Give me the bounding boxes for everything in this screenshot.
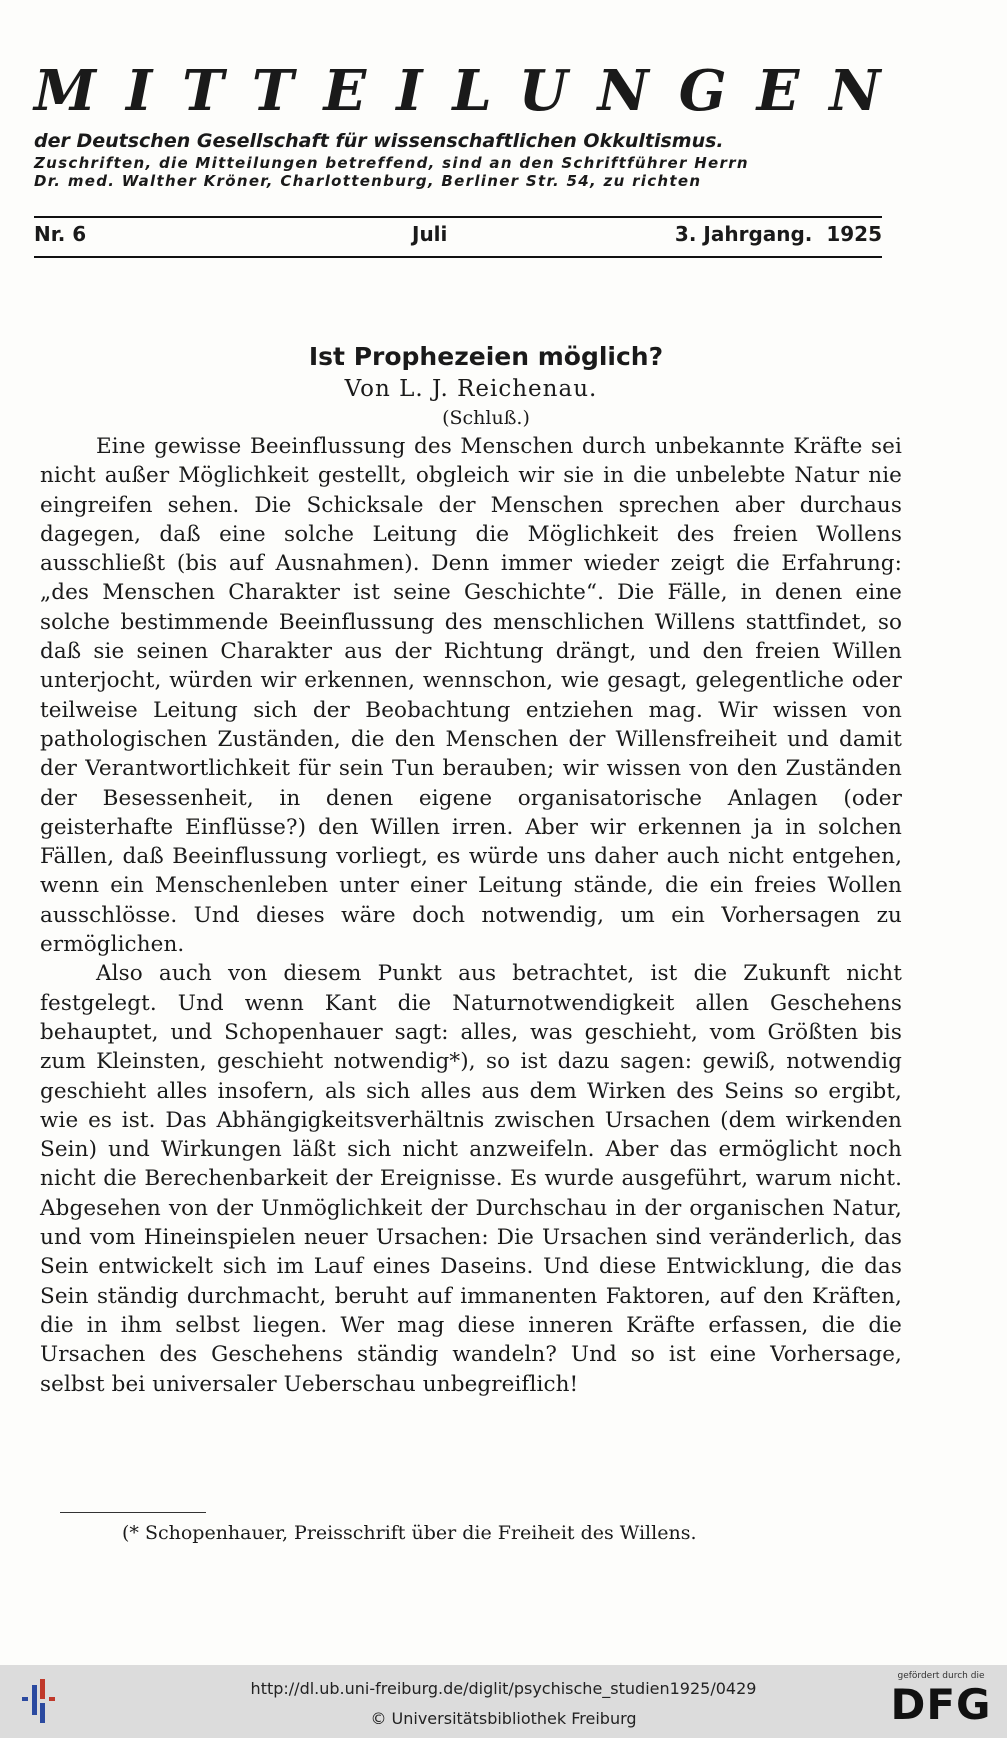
masthead-rule-top — [34, 216, 882, 218]
issue-info — [34, 220, 882, 252]
article-author: Von L. J. Reichenau. — [344, 376, 598, 402]
footnote: (* Schopenhauer, Preisschrift über die Freiheit des Willens. — [122, 1522, 697, 1544]
masthead — [34, 58, 911, 190]
dfg-caption: gefördert durch die — [897, 1671, 985, 1681]
footnote-rule — [60, 1512, 206, 1513]
address-line-1: Zuschriften, die Mitteilungen betreffend, sind an den Schriftführer Herrn — [34, 154, 749, 172]
issue-month: Juli — [412, 222, 448, 246]
article-continuation: (Schluß.) — [442, 407, 530, 429]
article — [40, 340, 902, 1399]
article-paragraph: Eine gewisse Beeinflussung des Menschen durch unbekannte Kräfte sei nicht außer Möglichkeit gestellt, obgleich wir sie in die unbelebte Natur nie eingreifen sehen. Die Schicksale der Menschen sprechen aber durchaus dagegen, daß eine solche Leitung die Möglichkeit des freien Wollens ausschließt (bis auf Ausnahmen). Denn immer wieder zeigt die Erfahrung: „des Menschen Charakter ist seine Geschichte“. Die Fälle, in denen eine solche bestimmende Beeinflussung des menschlichen Willens stattfindet, so daß sie seinen Charakter aus der Richtung drängt, und den freien Willen unterjocht, würden wir erkennen, wennschon, wie gesagt, gelegentliche oder teilweise Leitung sich der Beobachtung entziehen mag. Wir wissen von pathologischen Zuständen, die den Menschen der Willensfreiheit und damit der Verantwortlichkeit für sein Tun berauben; wir wissen von den Zuständen der Besessenheit, in denen eigene organisatorische Anlagen (oder geisterhafte Einflüsse?) den Willen irren. Aber wir erkennen ja in solchen Fällen, daß Beeinflussung vorliegt, es würde uns daher auch nicht entgehen, wenn ein Menschenleben unter einer Leitung stände, die ein freies Wollen ausschlösse. Und dieses wäre doch notwendig, um ein Vorhersagen zu ermöglichen. — [40, 434, 902, 958]
journal-title: MITTEILUNGEN — [34, 58, 911, 124]
journal-subtitle: der Deutschen Gesellschaft für wissenschaftlichen Okkultismus. — [34, 130, 724, 152]
permalink-url[interactable]: http://dl.ub.uni-freiburg.de/diglit/psychische_studien1925/0429 — [250, 1679, 757, 1698]
masthead-rule-bottom — [34, 256, 882, 258]
copyright-notice: © Universitätsbibliothek Freiburg — [370, 1709, 637, 1728]
viewer-footer — [0, 1665, 1007, 1738]
article-paragraph: Also auch von diesem Punkt aus betrachtet, ist die Zukunft nicht festgelegt. Und wenn Kant die Naturnotwendigkeit allen Geschehens behauptet, und Schopenhauer sagt: alles, was geschieht, vom Größten bis zum Kleinsten, geschieht notwendig*), so ist dazu sagen: gewiß, notwendig geschieht alles insofern, als sich alles aus dem Wirken des Seins so ergibt, wie es ist. Das Abhängigkeitsverhältnis zwischen Ursachen (dem wirkenden Sein) und Wirkungen läßt sich nicht anzweifeln. Aber das ermöglicht noch nicht die Berechenbarkeit der Ereignisse. Es wurde ausgeführt, warum nicht. Abgesehen von der Unmöglichkeit der Durchschau in der organischen Natur, und vom Hineinspielen neuer Ursachen: Die Ursachen sind veränderlich, das Sein entwickelt sich im Lauf eines Daseins. Und diese Entwicklung, die das Sein ständig durchmacht, beruht auf immanenten Faktoren, auf den Kräften, die in ihm selbst liegen. Wer mag diese inneren Kräfte erfassen, die die Ursachen des Geschehens ständig wandeln? Und so ist eine Vorhersage, selbst bei universaler Ueberschau unbegreiflich! — [40, 961, 902, 1397]
article-title: Ist Prophezeien möglich? — [308, 342, 664, 371]
dfg-logo-icon: DFG — [890, 1680, 992, 1729]
issue-number: Nr. 6 — [34, 222, 87, 246]
issue-volume-year: 3. Jahrgang. 1925 — [674, 222, 882, 246]
address-line-2: Dr. med. Walther Kröner, Charlottenburg, Berliner Str. 54, zu richten — [34, 172, 702, 190]
dfg-badge — [885, 1671, 997, 1728]
